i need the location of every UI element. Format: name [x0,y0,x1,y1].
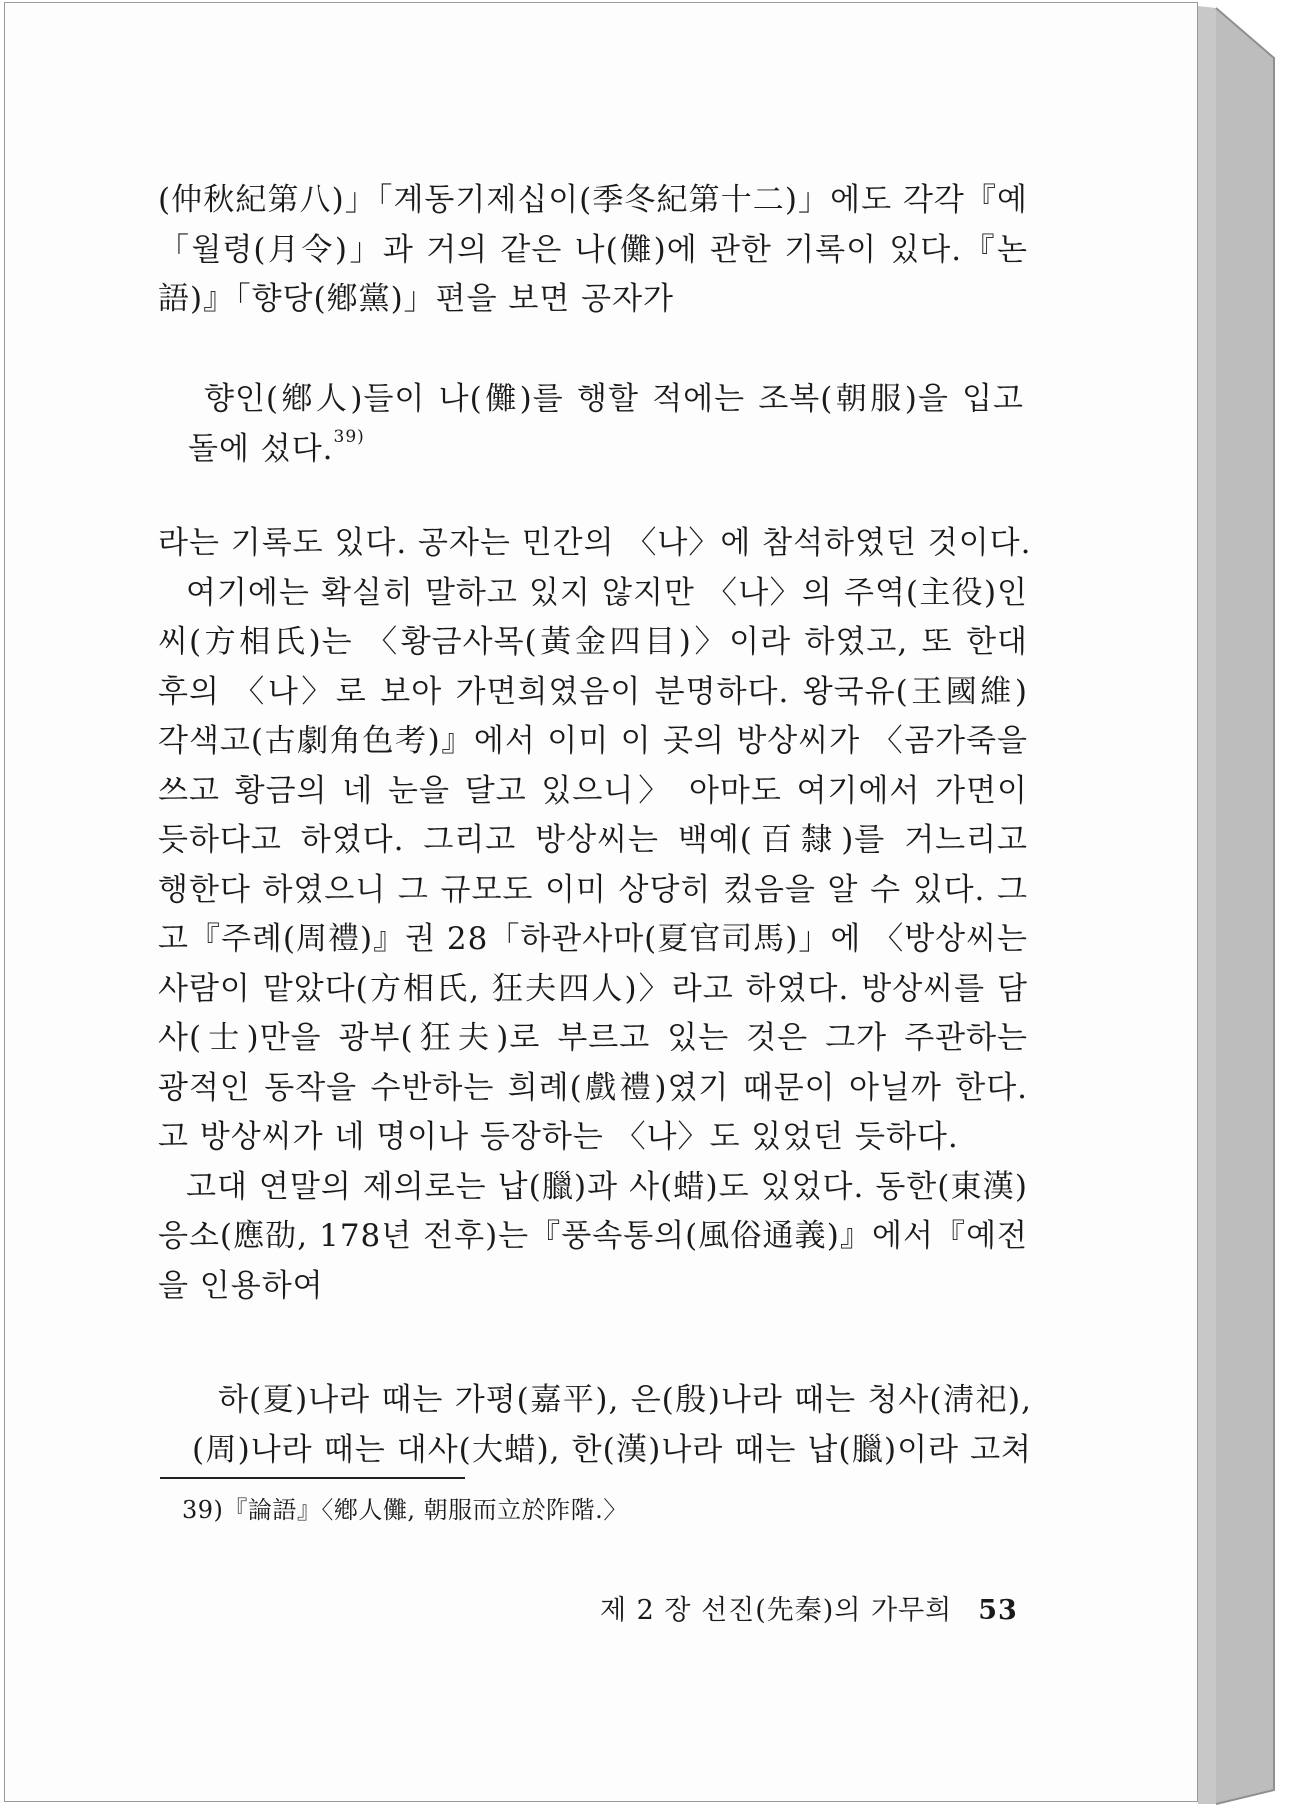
footnote-marker: 39) [333,426,365,447]
text-line: 을 인용하여 [158,1267,324,1304]
block-quote-2 [192,1376,1032,1475]
block-quote-1 [188,375,1024,474]
text-line: 응소(應劭, 178년 전후)는『풍속통의(風俗通義)』에서『예전 [158,1218,1028,1254]
text-line: 「월령(月令)」과 거의 같은 나(儺)에 관한 기록이 있다.『논 [158,231,1028,268]
text-line: 고대 연말의 제의로는 납(臘)과 사(蜡)도 있었다. 동한(東漢) [186,1168,1028,1205]
text-line: 사(士)만을 광부(狂夫)로 부르고 있는 것은 그가 주관하는 [158,1020,1028,1056]
page-number: 53 [978,1595,1018,1626]
quote-text: 돌에 섰다. [188,430,334,467]
chapter-title: 제 2 장 선진(先秦)의 가무희 [600,1595,953,1626]
footnote-rule [160,1477,465,1479]
quote-line: (周)나라 때는 대사(大蜡), 한(漢)나라 때는 납(臘)이라 고쳐 [192,1431,1032,1468]
footnote: 39)『論語』〈鄕人儺, 朝服而立於阼階.〉 [182,1496,628,1524]
quote-line: 향인(鄕人)들이 나(儺)를 행할 적에는 조복(朝服)을 입고 [204,381,1024,417]
text-line: 쓰고 황금의 네 눈을 달고 있으니〉 아마도 여기에서 가면이 [158,772,1028,809]
quote-line [188,425,1024,475]
text-line: 라는 기록도 있다. 공자는 민간의 〈나〉에 참석하였던 것이다. [158,525,1032,561]
book-edge [1198,0,1296,1806]
text-line: 후의 〈나〉로 보아 가면희였음이 분명하다. 왕국유(王國維) [158,673,1028,710]
quote-line: 하(夏)나라 때는 가평(嘉平), 은(殷)나라 때는 청사(淸祀), [218,1382,1032,1418]
text-line: 행한다 하였으니 그 규모도 이미 상당히 컸음을 알 수 있다. 그 [158,871,1028,908]
text-line: 듯하다고 하였다. 그리고 방상씨는 백예(百隸)를 거느리고 [158,822,1028,858]
text-line: 각색고(古劇角色考)』에서 이미 이 곳의 방상씨가 〈곰가죽을 [158,723,1028,759]
running-footer [600,1588,1018,1627]
text-line: 사람이 맡았다(方相氏, 狂夫四人)〉라고 하였다. 방상씨를 담 [158,970,1028,1007]
text-line: 씨(方相氏)는 〈황금사목(黃金四目)〉이라 하였고, 또 한대 [158,624,1028,660]
text-line: 고 방상씨가 네 명이나 등장하는 〈나〉도 있었던 듯하다. [158,1119,959,1155]
paragraph-2 [158,519,1032,1311]
text-line: (仲秋紀第八)」「계동기제십이(季冬紀第十二)」에도 각각『예 [158,182,1028,218]
text-line: 語)』「향당(鄕黨)」편을 보면 공자가 [158,281,675,317]
text-line: 여기에는 확실히 말하고 있지 않지만 〈나〉의 주역(主役)인 [186,574,1028,611]
text-line: 고『주례(周禮)』권 28「하관사마(夏官司馬)」에 〈방상씨는 [158,921,1028,957]
paragraph-1 [158,176,1028,325]
text-line: 광적인 동작을 수반하는 희례(戲禮)였기 때문이 아닐까 한다. [158,1069,1028,1106]
